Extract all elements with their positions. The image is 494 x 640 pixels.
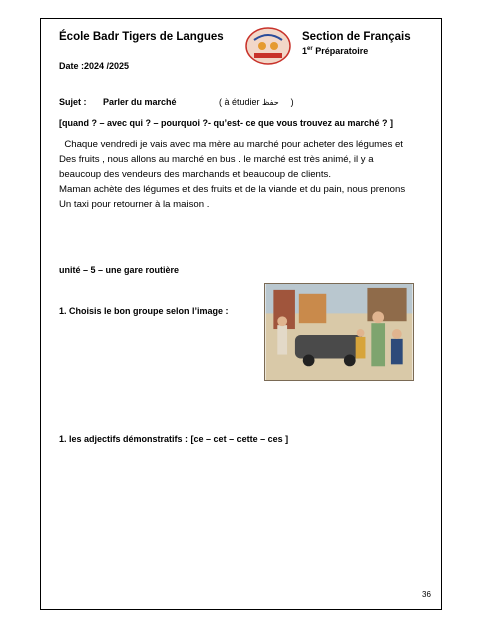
- paragraph-line: beaucoup des vendeurs des marchands et beaucoup de clients.: [59, 169, 332, 180]
- school-name: École Badr Tigers de Langues: [59, 31, 224, 43]
- paragraph-line: Des fruits , nous allons au marché en bus . le marché est très animé, il y a: [59, 154, 374, 165]
- grade-label: Préparatoire: [312, 46, 369, 56]
- paragraph: [59, 137, 405, 212]
- grade-number: 1: [302, 46, 308, 56]
- note-close: ): [290, 97, 294, 107]
- subject-title: Parler du marché: [103, 97, 177, 107]
- paragraph-line: Maman achète des légumes et des fruits et de la viande et du pain, nous prenons: [59, 184, 406, 195]
- unit-title: unité – 5 – une gare routière: [59, 265, 180, 275]
- guiding-questions: [quand ? – avec qui ? – pourquoi ?- qu’est- ce que vous trouvez au marché ? ]: [59, 118, 394, 128]
- note-open: ( à étudier: [219, 97, 260, 107]
- exercise-1-prompt: 1. Choisis le bon groupe selon l’image :: [59, 306, 229, 316]
- subject-label: Sujet :: [59, 97, 87, 107]
- note-arabic: حفظ: [262, 98, 279, 107]
- paragraph-line: Chaque vendredi je vais avec ma mère au marché pour acheter des légumes et: [59, 139, 403, 150]
- exercise-2-prompt: 1. les adjectifs démonstratifs : [ce – cet – cette – ces ]: [59, 434, 289, 444]
- section-name: Section de Français: [302, 31, 411, 43]
- page-number: 36: [422, 590, 431, 599]
- bus-station-illustration: [264, 283, 414, 381]
- grade-level: [302, 46, 368, 56]
- school-year: Date :2024 /2025: [59, 61, 130, 71]
- school-logo: [244, 26, 292, 66]
- subject-note: [219, 97, 294, 107]
- grade-superscript: er: [307, 46, 313, 52]
- paragraph-line: Un taxi pour retourner à la maison .: [59, 199, 210, 210]
